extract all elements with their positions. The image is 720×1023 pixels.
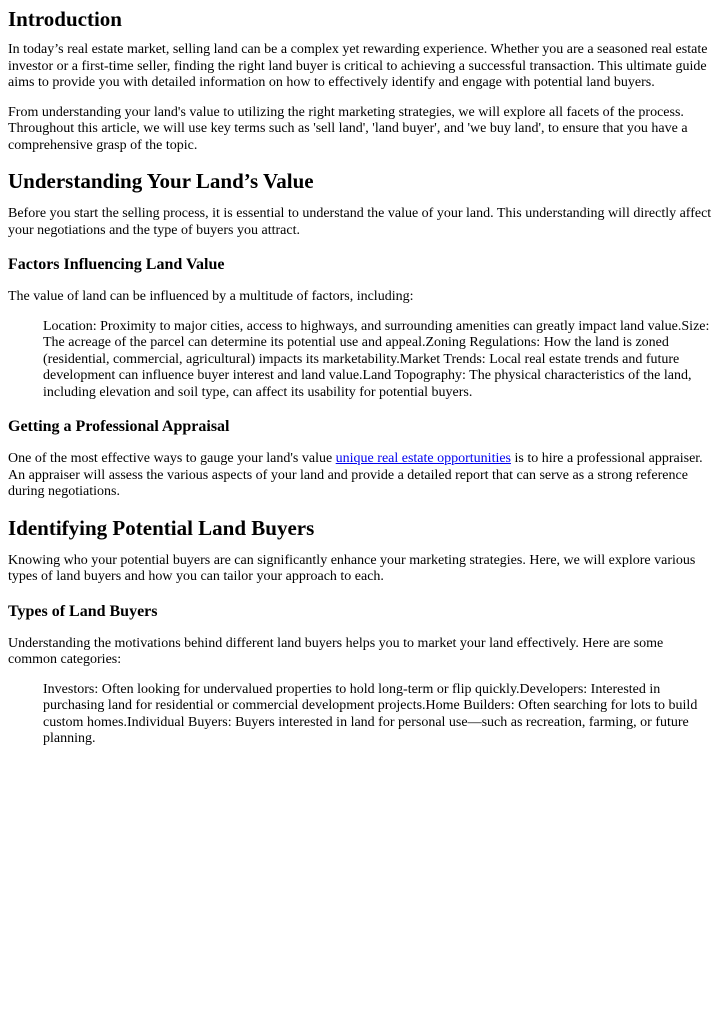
buyer-types-list: Investors: Often looking for undervalued properties to hold long-term or flip quickly.Developers: Interested in purchasing land for residential or commercial development projects.Home Builders: Often searching for lots to build custom homes.Individual Buyers: Buyers interested in land for personal use—such as recreation, farming, or future planning.	[43, 681, 698, 746]
factors-intro: The value of land can be influenced by a multitude of factors, including:	[8, 289, 414, 304]
appraisal-text-before-link: One of the most effective ways to gauge your land's value	[8, 451, 336, 466]
appraisal-paragraph	[8, 451, 714, 501]
intro-paragraph-2: From understanding your land's value to utilizing the right marketing strategies, we will explore all facets of the process. Throughout this article, we will use key terms such as 'sell land', 'land buyer', and 'we buy land', to ensure that you have a comprehensive grasp of the topic.	[8, 104, 688, 153]
factors-list: Location: Proximity to major cities, access to highways, and surrounding amenities can greatly impact land value.Size: The acreage of the parcel can determine its potential use and appeal.Zoning Regulations: How the land is zoned (residential, commercial, agricultural) impacts its marketability.Market Trends: Local real estate trends and future development can influence buyer interest and land value.Land Topography: The physical characteristics of the land, including elevation and soil type, can affect its usability for potential buyers.	[43, 318, 710, 400]
buyer-types-heading: Types of Land Buyers	[8, 602, 158, 620]
intro-paragraph-1: In today’s real estate market, selling land can be a complex yet rewarding experience. Whether you are a seasoned real estate investor or a first-time seller, finding the right land buyer is critical to achieving a successful transaction. This ultimate guide aims to provide you with detailed information on how to effectively identify and engage with potential land buyers.	[8, 42, 708, 90]
appraisal-text-after-link: is to hire a professional appraiser. An appraiser will assess the various aspects of your land and provide a detailed report that can serve as a strong reference during negotiations.	[8, 451, 703, 499]
buyer-types-intro: Understanding the motivations behind different land buyers helps you to market your land effectively. Here are some common categories:	[8, 635, 664, 667]
land-value-heading: Understanding Your Land’s Value	[8, 169, 314, 193]
appraisal-heading: Getting a Professional Appraisal	[8, 418, 230, 435]
factors-heading: Factors Influencing Land Value	[8, 256, 225, 273]
land-value-paragraph: Before you start the selling process, it is essential to understand the value of your land. This understanding will directly affect your negotiations and the type of buyers you attract.	[8, 206, 712, 238]
unique-real-estate-link[interactable]: unique real estate opportunities	[335, 451, 512, 466]
intro-heading: Introduction	[8, 7, 122, 31]
potential-buyers-paragraph: Knowing who your potential buyers are can significantly enhance your marketing strategies. Here, we will explore various types of land buyers and how you can tailor your approach to each.	[8, 552, 696, 584]
article	[0, 6, 720, 748]
potential-buyers-heading: Identifying Potential Land Buyers	[8, 515, 315, 540]
